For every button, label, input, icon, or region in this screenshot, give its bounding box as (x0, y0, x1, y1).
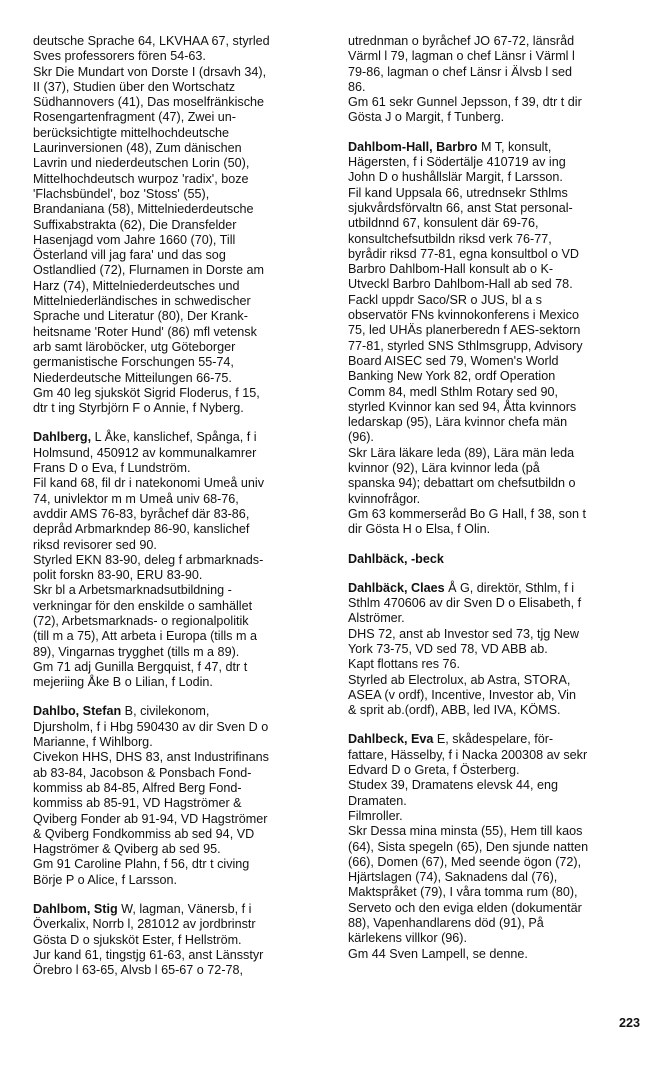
entry-text: Mittelniederländisches in schwedischer (33, 294, 251, 309)
text-line (348, 885, 645, 900)
text-line (33, 553, 331, 568)
text-line (348, 308, 645, 323)
text-line (348, 596, 645, 611)
text-line (33, 812, 331, 827)
biography-entry (348, 581, 645, 719)
text-line (33, 720, 331, 735)
entry-text: Comm 84, medl Sthlm Rotary sed 90, (348, 384, 558, 399)
text-line (348, 95, 645, 110)
entry-text: Sthlm 470606 av dir Sven D o Elisabeth, f (348, 596, 582, 611)
entry-text: Studex 39, Dramatens elevsk 44, eng (348, 778, 559, 793)
text-line (348, 703, 645, 718)
text-line (33, 948, 331, 963)
entry-text: Hägersten, f i Södertälje 410719 av ing (348, 155, 566, 170)
entry-text: konsultchefsutbildn riksd verk 76-77, (348, 231, 552, 246)
text-line (348, 581, 645, 596)
entry-text: Dramaten. (348, 793, 407, 808)
entry-text: Gm 71 adj Gunilla Bergquist, f 47, dtr t (33, 659, 248, 674)
entry-text: York 73-75, VD sed 78, VD ABB ab. (348, 641, 548, 656)
text-line (33, 156, 331, 171)
entry-text: Gm 63 kommerseråd Bo G Hall, f 38, son t (348, 506, 586, 521)
entry-text: Gösta J o Margit, f Tunberg. (348, 110, 505, 125)
text-line (348, 232, 645, 247)
text-line (348, 476, 645, 491)
text-line (348, 446, 645, 461)
text-line (33, 902, 331, 917)
text-line (33, 583, 331, 598)
text-line (33, 355, 331, 370)
entry-text: John D o hushållslär Margit, f Larsson. (348, 170, 563, 185)
text-line (33, 842, 331, 857)
text-line (348, 794, 645, 809)
text-line (33, 187, 331, 202)
text-line (348, 461, 645, 476)
entry-text: dtr t ing Styrbjörn F o Annie, f Nyberg. (33, 401, 244, 416)
text-line (348, 732, 645, 747)
entry-text: Börje P o Alice, f Larsson. (33, 872, 177, 887)
biography-entry (33, 430, 331, 690)
entry-text: Edvard D o Greta, f Österberg. (348, 763, 520, 778)
entry-text: Alströmer. (348, 611, 405, 626)
biography-entry (33, 34, 331, 416)
text-line (348, 748, 645, 763)
entry-text: II (37), Studien über den Wortschatz (33, 79, 236, 94)
text-line (33, 309, 331, 324)
right-column (348, 34, 645, 976)
entry-text: Överkalix, Norrb l, 281012 av jordbrinstr (33, 917, 256, 932)
entry-text: fattare, Hässelby, f i Nacka 200308 av sekr (348, 747, 588, 762)
entry-text: 74, univlektor m m Umeå univ 68-76, (33, 491, 239, 506)
text-line (348, 522, 645, 537)
entry-text: berücksichtigte mittelhochdeutsche (33, 125, 230, 140)
entry-text: Skr Lära läkare leda (89), Lära män leda (348, 445, 575, 460)
text-line (33, 917, 331, 932)
text-line (348, 430, 645, 445)
biography-entry (348, 140, 645, 538)
entry-text: Kapt flottans res 76. (348, 657, 461, 672)
text-line (348, 627, 645, 642)
text-line (348, 809, 645, 824)
text-line (33, 675, 331, 690)
text-line (348, 293, 645, 308)
entry-text: ledarskap (95), Lära kvinnor chefa män (348, 415, 568, 430)
text-line (33, 279, 331, 294)
entry-text: Rosengartenfragment (47), Zwei un- (33, 110, 236, 125)
entry-text: 'Flachsbündel', boz 'Stoss' (55), (33, 186, 210, 201)
entry-name: Dahlbeck, Eva (348, 732, 434, 747)
text-line (33, 599, 331, 614)
entry-text: utbildnnd 67, konsulent där 69-76, (348, 216, 539, 231)
entry-text: ab 83-84, Jacobson & Ponsbach Fond- (33, 765, 252, 780)
entry-text: Å G, direktör, Sthlm, f i (444, 580, 575, 595)
text-line (348, 34, 645, 49)
text-line (33, 233, 331, 248)
entry-text: DHS 72, anst ab Investor sed 73, tjg New (348, 626, 580, 641)
text-line (33, 294, 331, 309)
entry-name: Dahlbäck, Claes (348, 580, 445, 595)
entry-text: Utveckl Barbro Dahlbom-Hall ab sed 78. (348, 277, 573, 292)
entry-text: Gösta D o sjuksköt Ester, f Hellström. (33, 932, 242, 947)
entry-text: (66), Domen (67), Med seende ögon (72), (348, 854, 582, 869)
entry-text: Sves professorers fören 54-63. (33, 49, 206, 64)
entry-text: kommiss ab 85-91, VD Hagströmer & (33, 796, 242, 811)
entry-text: styrled Kvinnor kan sed 94, Åtta kvinnors (348, 399, 577, 414)
text-line (348, 140, 645, 155)
entry-text: Lavrin und niederdeutschen Lorin (50), (33, 156, 250, 171)
entry-text: Hasenjagd vom Jahre 1660 (70), Till (33, 232, 236, 247)
entry-text: avddir AMS 76-83, byråchef där 83-86, (33, 506, 250, 521)
text-line (33, 65, 331, 80)
entry-text: depråd Arbmarkndep 86-90, kanslichef (33, 522, 250, 537)
text-line (33, 507, 331, 522)
entry-name: Dahlberg, (33, 430, 92, 445)
text-line (348, 688, 645, 703)
entry-text: L Åke, kanslichef, Spånga, f i (91, 430, 257, 445)
text-line (348, 247, 645, 262)
entry-name: Dahlbo, Stefan (33, 704, 122, 719)
text-line (33, 49, 331, 64)
text-line (348, 492, 645, 507)
text-line (33, 660, 331, 675)
entry-text: byrådir riksd 77-81, egna konsultbol o VD (348, 246, 580, 261)
text-line (33, 95, 331, 110)
text-line (33, 963, 331, 978)
text-line (348, 415, 645, 430)
text-line (348, 186, 645, 201)
text-line (33, 735, 331, 750)
text-line (348, 277, 645, 292)
text-line (33, 371, 331, 386)
biography-entry (348, 34, 645, 126)
entry-text: Banking New York 82, ordf Operation (348, 369, 556, 384)
entry-text: spanska 94); debattart om chefsutbildn o (348, 476, 576, 491)
entry-text: polit forskn 83-90, ERU 83-90. (33, 568, 203, 583)
section-heading: Dahlbäck, -beck (348, 551, 444, 566)
text-line (33, 614, 331, 629)
text-line (33, 248, 331, 263)
entry-text: arb samt läroböcker, utg Göteborger (33, 339, 236, 354)
entry-text: Jur kand 61, tingstjg 61-63, anst Länsstyr (33, 947, 264, 962)
text-line (33, 325, 331, 340)
entry-text: W, lagman, Vänersb, f i (117, 902, 252, 917)
entry-text: kärlekens villkor (96). (348, 931, 467, 946)
text-line (33, 430, 331, 445)
text-line (348, 201, 645, 216)
entry-text: E, skådespelare, för- (433, 732, 554, 747)
entry-text: Djursholm, f i Hbg 590430 av dir Sven D o (33, 719, 269, 734)
text-line (348, 354, 645, 369)
entry-text: Hjärtslagen (74), Saknadens dal (76), (348, 870, 558, 885)
entry-text: Fackl uppdr Saco/SR o JUS, bl a s (348, 292, 542, 307)
entry-name: Dahlbom, Stig (33, 902, 118, 917)
text-line (33, 629, 331, 644)
page-number: 223 (619, 1016, 641, 1030)
text-line (348, 673, 645, 688)
entry-text: Styrled EKN 83-90, deleg f arbmarknads- (33, 552, 264, 567)
entry-text: (96). (348, 430, 374, 445)
entry-text: Gm 40 leg sjuksköt Sigrid Floderus, f 15, (33, 385, 260, 400)
entry-text: verkningar för den enskilde o samhället (33, 598, 253, 613)
text-line (348, 65, 645, 80)
entry-text: 86. (348, 79, 366, 94)
entry-text: mejeriing Åke B o Lilian, f Lodin. (33, 675, 213, 690)
entry-text: Mittelhochdeutsch wurpoz 'radix', boze (33, 171, 249, 186)
text-line (33, 476, 331, 491)
text-line (348, 840, 645, 855)
text-line (33, 34, 331, 49)
text-line (33, 461, 331, 476)
entry-text: Hagströmer & Qviberg ab sed 95. (33, 842, 221, 857)
text-line (348, 855, 645, 870)
text-line (348, 170, 645, 185)
text-line (33, 538, 331, 553)
text-line (348, 49, 645, 64)
text-line (33, 386, 331, 401)
text-line (348, 507, 645, 522)
entry-text: Serveto och den eviga elden (dokumentär (348, 900, 582, 915)
entry-text: Ostlandlied (72), Flurnamen in Dorste am (33, 263, 264, 278)
entry-text: Civekon HHS, DHS 83, anst Industrifinans (33, 750, 269, 765)
text-line (348, 323, 645, 338)
text-line (348, 870, 645, 885)
entry-text: Harz (74), Mittelniederdeutsches und (33, 278, 240, 293)
entry-text: Frans D o Eva, f Lundström. (33, 461, 191, 476)
text-line (33, 645, 331, 660)
biography-entry (348, 732, 645, 961)
entry-text: Marianne, f Wihlborg. (33, 735, 153, 750)
entry-text: germanistische Forschungen 55-74, (33, 355, 234, 370)
entry-text: (72), Arbetsmarknads- o regionalpolitik (33, 613, 249, 628)
entry-text: (64), Sista spegeln (65), Den sjunde natten (348, 839, 589, 854)
entry-text: Laurinversionen (48), Zum dänischen (33, 141, 242, 156)
entry-text: Filmroller. (348, 808, 403, 823)
entry-text: Niederdeutsche Mitteilungen 66-75. (33, 370, 232, 385)
text-line (33, 126, 331, 141)
text-line (348, 947, 645, 962)
text-line (33, 401, 331, 416)
entry-text: Österland vill jag fara' und das sog (33, 248, 226, 263)
entry-text: Gm 44 Sven Lampell, se denne. (348, 946, 528, 961)
entry-text: heitsname 'Roter Hund' (86) mfl vetensk (33, 324, 257, 339)
entry-text: & Qviberg Fondkommiss ab sed 94, VD (33, 826, 255, 841)
text-line (348, 385, 645, 400)
text-line (33, 110, 331, 125)
text-line (33, 933, 331, 948)
entry-text: Skr Die Mundart von Dorste I (drsavh 34), (33, 64, 267, 79)
text-line (348, 80, 645, 95)
entry-text: kvinnor (92), Lära kvinnor leda (på (348, 461, 540, 476)
entry-text: M T, konsult, (477, 139, 552, 154)
text-line (348, 824, 645, 839)
entry-text: kvinnofrågor. (348, 491, 421, 506)
text-line (348, 155, 645, 170)
text-line (33, 766, 331, 781)
entry-text: Örebro l 63-65, Alvsb l 65-67 o 72-78, (33, 963, 244, 978)
entry-text: Holmsund, 450912 av kommunalkamrer (33, 445, 257, 460)
entry-text: & sprit ab.(ordf), ABB, led IVA, KÖMS. (348, 703, 561, 718)
text-line (33, 446, 331, 461)
entry-text: Skr bl a Arbetsmarknadsutbildning - (33, 583, 232, 598)
text-line (348, 657, 645, 672)
text-line (33, 340, 331, 355)
biography-entry (33, 902, 331, 978)
text-line (348, 339, 645, 354)
text-line (33, 568, 331, 583)
text-line (348, 778, 645, 793)
entry-text: Maktspråket (79), I våra tomma rum (80), (348, 885, 578, 900)
entry-text: Sprache und Literatur (80), Der Krank- (33, 309, 248, 324)
text-line (33, 263, 331, 278)
entry-text: sjukvårdsförvaltn 66, anst Stat personal- (348, 200, 573, 215)
text-line (348, 901, 645, 916)
text-line (348, 110, 645, 125)
text-line (33, 522, 331, 537)
text-line (33, 781, 331, 796)
entry-text: 88), Vapenhandlarens död (91), På (348, 916, 544, 931)
text-line (33, 857, 331, 872)
text-line (33, 218, 331, 233)
entry-text: Board AISEC sed 79, Women's World (348, 353, 559, 368)
entry-text: Suffixabstrakta (62), Die Dransfelder (33, 217, 237, 232)
entry-text: (till m a 75), Att arbeta i Europa (tills m a (33, 629, 257, 644)
text-line (33, 80, 331, 95)
entry-text: utrednman o byråchef JO 67-72, länsråd (348, 34, 575, 48)
text-line (348, 400, 645, 415)
entry-text: 79-86, lagman o chef Länsr i Älvsb l sed (348, 64, 573, 79)
entry-text: Barbro Dahlbom-Hall konsult ab o K- (348, 262, 554, 277)
entry-text: Fil kand Uppsala 66, utrednsekr Sthlms (348, 185, 568, 200)
text-line (348, 369, 645, 384)
text-line (348, 216, 645, 231)
entry-text: Skr Dessa mina minsta (55), Hem till kaos (348, 824, 583, 839)
entry-text: observatör FNs kvinnokonferens i Mexico (348, 308, 579, 323)
entry-text: dir Gösta H o Elsa, f Olin. (348, 522, 491, 537)
text-line (33, 492, 331, 507)
entry-text: 77-81, styrled SNS Sthlmsgrupp, Advisory (348, 338, 583, 353)
text-line (33, 827, 331, 842)
text-line (33, 172, 331, 187)
text-line (33, 750, 331, 765)
entry-text: 89), Vingarnas trygghet (tills m a 89). (33, 644, 240, 659)
entry-text: deutsche Sprache 64, LKVHAA 67, styrled (33, 34, 270, 48)
text-line (348, 763, 645, 778)
text-line (33, 873, 331, 888)
entry-text: Brandaniana (58), Mittelniederdeutsche (33, 202, 254, 217)
entry-text: Styrled ab Electrolux, ab Astra, STORA, (348, 672, 571, 687)
text-line (348, 262, 645, 277)
entry-text: Värml l 79, lagman o chef Länsr i Värml l (348, 49, 575, 64)
left-column (33, 34, 331, 993)
text-line (33, 141, 331, 156)
text-line (348, 931, 645, 946)
entry-text: Qviberg Fonder ab 91-94, VD Hagströmer (33, 811, 268, 826)
entry-text: riksd revisorer sed 90. (33, 537, 157, 552)
text-line (348, 642, 645, 657)
text-line (33, 202, 331, 217)
entry-text: Fil kand 68, fil dr i natekonomi Umeå univ (33, 476, 264, 491)
entry-text: B, civilekonom, (121, 704, 210, 719)
text-line (33, 796, 331, 811)
text-line (348, 916, 645, 931)
entry-name: Dahlbom-Hall, Barbro (348, 139, 478, 154)
text-line (33, 704, 331, 719)
entry-text: 75, led UHÄs planerberedn f AES-sektorn (348, 323, 581, 338)
entry-text: Gm 91 Caroline Plahn, f 56, dtr t civing (33, 857, 250, 872)
biography-entry (33, 704, 331, 888)
text-line (348, 611, 645, 626)
entry-text: kommiss ab 84-85, Alfred Berg Fond- (33, 780, 242, 795)
entry-text: ASEA (v ordf), Incentive, Investor ab, Vin (348, 687, 576, 702)
entry-text: Gm 61 sekr Gunnel Jepsson, f 39, dtr t dir (348, 95, 582, 110)
entry-text: Südhannovers (41), Das moselfränkische (33, 95, 264, 110)
